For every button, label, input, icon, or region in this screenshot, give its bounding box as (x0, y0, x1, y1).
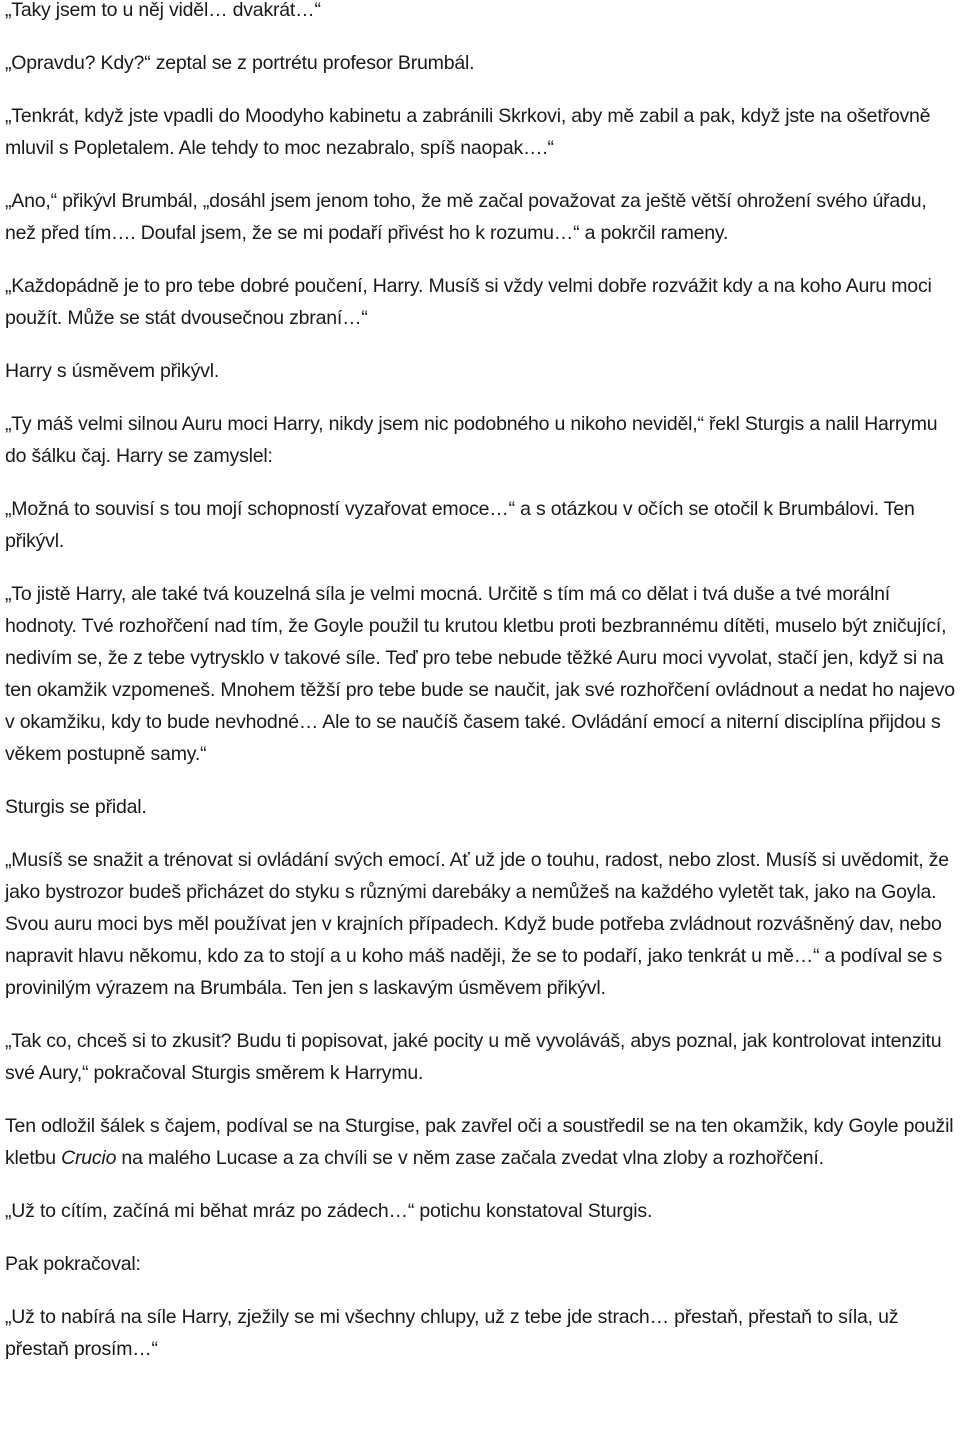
paragraph-1: „Taky jsem to u něj viděl… dvakrát…“ (5, 0, 321, 21)
paragraph-14: „Už to cítím, začíná mi běhat mráz po zádech…“ potichu konstatoval Sturgis. (5, 1200, 653, 1222)
paragraph-6: Harry s úsměvem přikývl. (5, 360, 220, 382)
paragraph-9: „To jistě Harry, ale také tvá kouzelná síla je velmi mocná. Určitě s tím má co dělat i tvá duše a tvé morální hodnoty. Tvé rozhořčení nad tím, že Goyle použil tu krutou kletbu proti bezbrannému dítěti, muselo být zničující, nedivím se, že z tebe vytrysklo v takové síle. Teď pro tebe nebude těžké Auru moci vyvolat, stačí jen, když si na ten okamžik vzpomeneš. Mnohem těžší pro tebe bude se naučit, jak své rozhořčení ovládnout a nedat ho najevo v okamžiku, kdy to bude nevhodné… Ale to se naučíš časem také. Ovládání emocí a niterní disciplína přijdou s věkem postupně samy.“ (5, 583, 955, 765)
paragraph-12: „Tak co, chceš si to zkusit? Budu ti popisovat, jaké pocity u mě vyvoláváš, abys poznal, jak kontrolovat intenzitu své Aury,“ pokračoval Sturgis směrem k Harrymu. (5, 1030, 942, 1084)
paragraph-11: „Musíš se snažit a trénovat si ovládání svých emocí. Ať už jde o touhu, radost, nebo zlost. Musíš si uvědomit, že jako bystrozor budeš přicházet do styku s různými darebáky a nemůžeš na každého vyletět tak, jako na Goyla. Svou auru moci bys měl používat jen v krajních případech. Když bude potřeba zvládnout rozvášněný dav, nebo napravit hlavu někomu, kdo za to stojí a u koho máš naději, že se to podaří, jako tenkrát u mě…“ a podíval se s provinilým výrazem na Brumbála. Ten jen s laskavým úsměvem přikývl. (5, 849, 949, 999)
paragraph-16: „Už to nabírá na síle Harry, zježily se mi všechny chlupy, už z tebe jde strach… přestaň, přestaň to síla, už přestaň prosím…“ (5, 1306, 899, 1360)
paragraph-13 (5, 1110, 955, 1174)
paragraph-15: Pak pokračoval: (5, 1253, 141, 1275)
paragraph-5: „Každopádně je to pro tebe dobré poučení, Harry. Musíš si vždy velmi dobře rozvážit kdy a na koho Auru moci použít. Může se stát dvousečnou zbraní…“ (5, 275, 932, 329)
paragraph-7: „Ty máš velmi silnou Auru moci Harry, nikdy jsem nic podobného u nikoho neviděl,“ řekl Sturgis a nalil Harrymu do šálku čaj. Harry se zamyslel: (5, 413, 938, 467)
paragraph-2: „Opravdu? Kdy?“ zeptal se z portrétu profesor Brumbál. (5, 52, 475, 74)
paragraph-8: „Možná to souvisí s tou mojí schopností vyzařovat emoce…“ a s otázkou v očích se otočil k Brumbálovi. Ten přikývl. (5, 498, 915, 552)
paragraph-4: „Ano,“ přikývl Brumbál, „dosáhl jsem jenom toho, že mě začal považovat za ještě větší ohrožení svého úřadu, než před tím…. Doufal jsem, že se mi podaří přivést ho k rozumu…“ a pokrčil rameny. (5, 190, 927, 244)
paragraph-3: „Tenkrát, když jste vpadli do Moodyho kabinetu a zabránili Skrkovi, aby mě zabil a pak, když jste na ošetřovně mluvil s Popletalem. Ale tehdy to moc nezabralo, spíš naopak….“ (5, 105, 931, 159)
paragraph-13-italic: Crucio (61, 1147, 117, 1169)
paragraph-13-after: na malého Lucase a za chvíli se v něm zase začala zvedat vlna zloby a rozhořčení. (116, 1147, 824, 1169)
paragraph-13-before: Ten odložil šálek s čajem, podíval se na Sturgise, pak zavřel oči a soustředil se na ten okamžik, kdy Goyle použil kletbu (5, 1115, 954, 1169)
document-page (5, 0, 955, 1386)
paragraph-10: Sturgis se přidal. (5, 796, 147, 818)
